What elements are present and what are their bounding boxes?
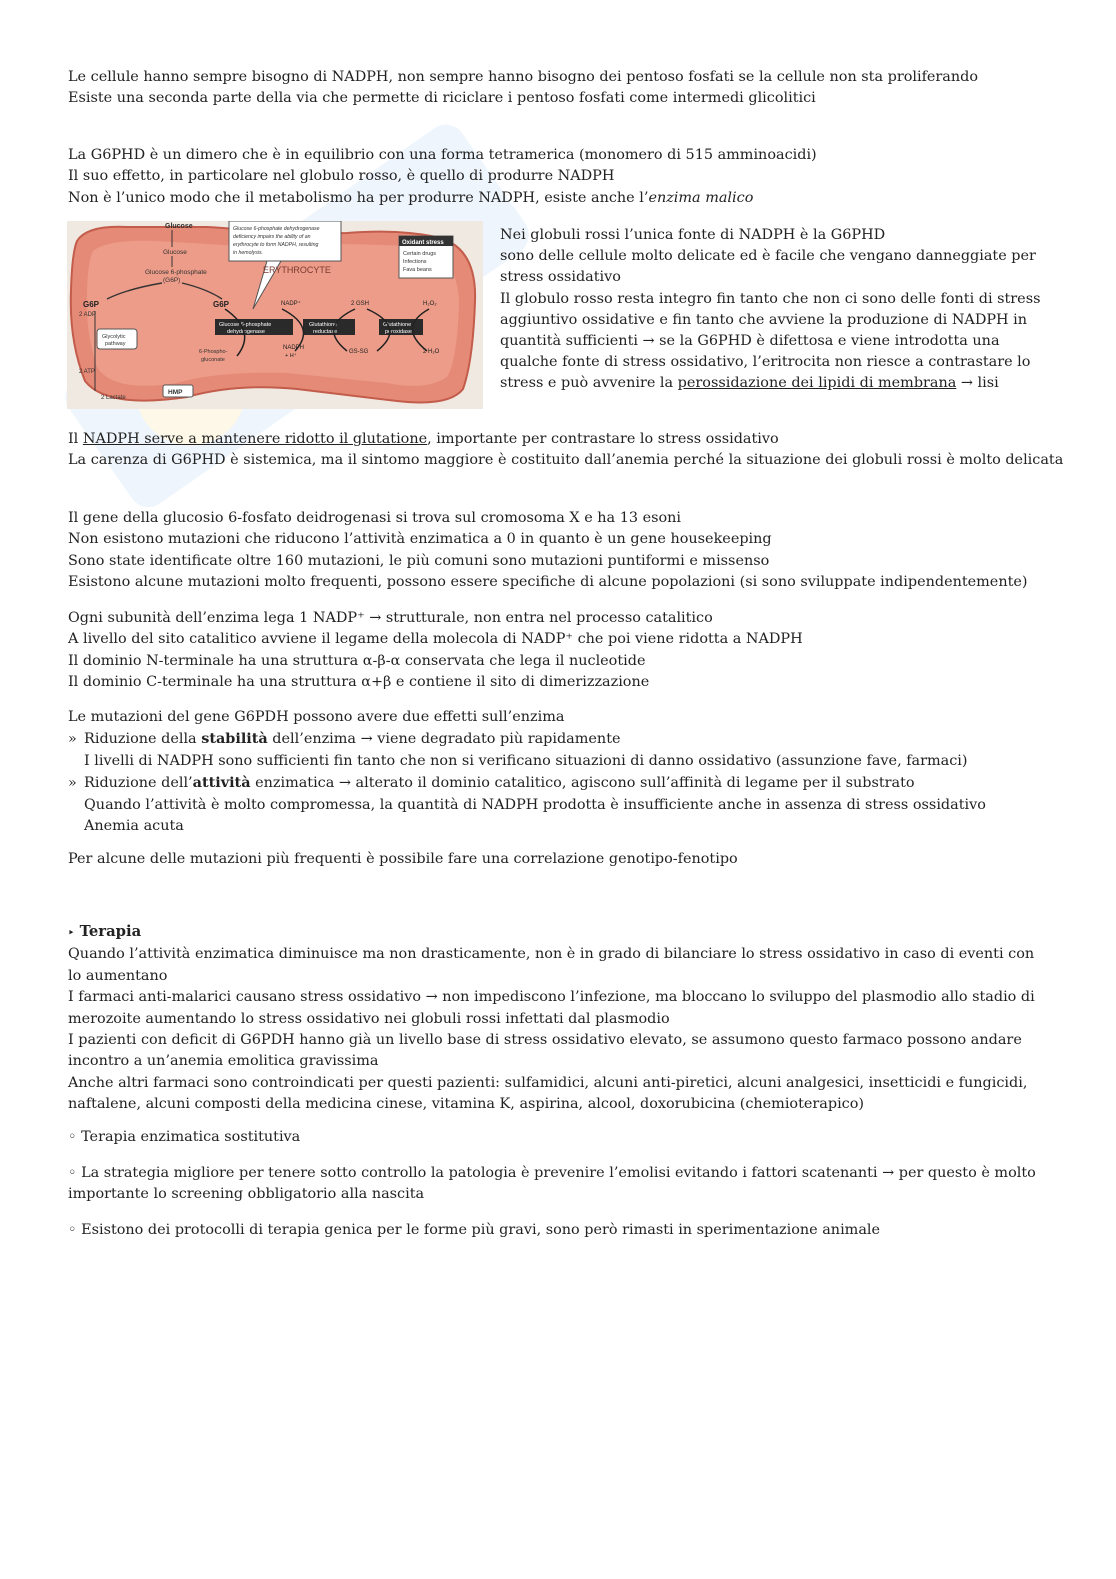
fig-g6p-abbr: (G6P) [163,277,181,284]
mutation-2-bold: attività [192,774,251,792]
mutation-1-bold: stabilità [201,730,268,748]
fig-g6p-full: Glucose 6-phosphate [145,269,207,276]
fig-callout-4: in hemolysis. [233,250,263,256]
terapia-heading [68,921,1038,944]
fig-hmp: HMP [168,389,183,396]
terapia-item-2 [68,1163,1038,1206]
mutation-1-pre: Riduzione della [84,731,202,748]
terapia-item-3-line [68,1220,1038,1241]
mutation-marker-2: » [68,775,77,792]
fig-callout-2: deficiency impairs the ability of an [233,234,311,240]
fig-h2o: 2 H₂O [423,349,440,355]
mutations-paragraph [68,707,1058,837]
side-line-1: Nei globuli rossi l’unica fonte di NADPH è la G6PHD [500,227,886,243]
fig-gr-1: Glutathione [309,322,338,328]
mutation-bullet-1 [68,728,1058,750]
fig-lactate: 2 Lactate [101,395,126,401]
fig-glucose-top: Glucose [165,223,193,230]
subunit-line-3: Il dominio N-terminale ha una struttura α-β-α conservata che lega il nucleotide [68,652,646,669]
fig-glycolytic-2: pathway [105,341,126,347]
mutation-2-sub-2: Anemia acuta [84,818,184,835]
terapia-section [68,921,1038,1116]
terapia-item-2-line [68,1163,1038,1206]
glut-underline: NADPH serve a mantenere ridotto il glutatione [82,431,428,447]
gene-paragraph [68,508,1058,594]
terapia-bullet-1: ◦ [68,1129,77,1145]
fig-callout-1: Glucose 6-phosphate dehydrogenase [233,226,320,232]
g6phd-paragraph [68,145,1058,209]
subunit-paragraph [68,608,1058,694]
side-paragraph [500,225,1045,395]
side-line-2: sono delle cellule molto delicate ed è facile che vengano danneggiate per stress ossidativo [500,248,1036,286]
fig-phospho-2: gluconate [201,357,225,363]
gene-line-1: Il gene della glucosio 6-fosfato deidrogenasi si trova sul cromosoma X e ha 13 esoni [68,510,682,526]
intro-paragraph [68,67,1058,110]
gene-line-3: Sono state identificate oltre 160 mutazioni, le più comuni sono mutazioni puntiformi e missenso [68,552,770,569]
mutation-marker-1: » [68,731,77,748]
glut-line-1-post: , importante per contrastare lo stress ossidativo [427,431,779,447]
g6phd-line-2: Il suo effetto, in particolare nel globulo rosso, è quello di produrre NADPH [68,168,615,185]
correlation-paragraph [68,849,1058,870]
fig-h2o2: H₂O₂ [423,301,437,307]
terapia-item-3 [68,1220,1038,1241]
glutathione-paragraph [68,429,1064,472]
fig-gp-2: peroxidase [385,329,412,335]
mutations-intro: Le mutazioni del gene G6PDH possono avere due effetti sull’enzima [68,709,565,725]
side-line-3 [500,289,1045,395]
mutation-bullet-2 [68,772,1058,794]
mutation-1-sub: I livelli di NADPH sono sufficienti fin tanto che non si verificano situazioni di danno ossidativo (assunzione fave, farmaci) [84,752,968,769]
subunit-line-4: Il dominio C-terminale ha una struttura α+β e contiene il sito di dimerizzazione [68,674,650,691]
fig-gsh: 2 GSH [351,301,370,307]
terapia-bullet-3: ◦ [68,1222,77,1238]
terapia-p1: Quando l’attività enzimatica diminuisce ma non drasticamente, non è in grado di bilanciare lo stress ossidativo in caso di eventi con lo aumentano [68,946,1035,984]
correlation-line: Per alcune delle mutazioni più frequenti è possibile fare una correlazione genotipo-fenotipo [68,851,738,867]
glut-line-1 [68,429,1058,450]
mutation-2-pre: Riduzione dell’ [84,775,193,792]
terapia-marker: ‣ [68,928,75,939]
intro-line-1: Le cellule hanno sempre bisogno di NADPH, non sempre hanno bisogno dei pentoso fosfati se la cellule non sta proliferando [68,69,979,85]
side-line-3-text: Il globulo rosso resta integro fin tanto che non ci sono delle fonti di stress aggiuntivo ossidative e fin tanto che avviene la produzione di NADPH in quantità sufficienti → se la G6PHD è difettosa e viene introdotta una qualche fonte di stress ossidativo, l’eritrocita non riesce a contrastare lo stress e può avvenire la [500,290,1041,392]
terapia-p3: I pazienti con deficit di G6PDH hanno già un livello base di stress ossidativo elevato, se assumono questo farmaco possono andare incontro a un’anemia emolitica gravissima [68,1032,1022,1070]
fig-erythrocyte-title: ERYTHROCYTE [263,265,331,275]
fig-nadph: NADPH [283,345,305,351]
terapia-heading-text: Terapia [79,923,142,940]
glut-line-2: La carenza di G6PHD è sistemica, ma il sintomo maggiore è costituito dall’anemia perché la situazione dei globuli rossi è molto delicata [68,452,1064,469]
fig-oxidant-title: Oxidant stress [402,240,444,246]
fig-g6pd-1: Glucose 6-phosphate [219,322,272,328]
enzima-malico: enzima malico [648,189,754,206]
fig-g6p-left: G6P [83,300,100,309]
fig-g6p-mid: G6P [213,300,230,309]
fig-nadp: NADP⁺ [281,301,301,307]
gene-line-4: Esistono alcune mutazioni molto frequenti, possono essere specifiche di alcune popolazioni (si sono sviluppate indipendentemente) [68,574,1028,591]
fig-oxidant-1: Certain drugs [403,251,437,257]
fig-adp: 2 ADP [79,312,97,318]
terapia-p2: I farmaci anti-malarici causano stress ossidativo → non impediscono l’infezione, ma bloccano lo sviluppo del plasmodio allo stadio di merozoite aumentando lo stress ossidativo nei globuli rossi infettati dal plasmodio [68,989,1035,1027]
terapia-item-3-text: Esistono dei protocolli di terapia genica per le forme più gravi, sono però rimasti in sperimentazione animale [81,1222,881,1238]
fig-oxidant-2: Infections [403,259,427,265]
terapia-item-1-text: Terapia enzimatica sostitutiva [81,1129,301,1145]
terapia-bullet-2: ◦ [68,1165,77,1181]
fig-glucose: Glucose [163,249,187,256]
mutation-1-post: dell’enzima → viene degradato più rapidamente [267,731,621,748]
g6phd-line-1: La G6PHD è un dimero che è in equilibrio con una forma tetramerica (monomero di 515 amminoacidi) [68,147,817,163]
fig-gssg: GS-SG [349,349,369,355]
terapia-item-1-line [68,1127,1038,1148]
mutation-2-post: enzimatica → alterato il dominio catalitico, agiscono sull’affinità di legame per il substrato [250,775,915,792]
terapia-item-1 [68,1127,1038,1148]
g6phd-line-3-text: Non è l’unico modo che il metabolismo ha per produrre NADPH, esiste anche l’ [68,189,649,206]
gene-line-2: Non esistono mutazioni che riducono l’attività enzimatica a 0 in quanto è un gene housekeeping [68,531,772,548]
side-underline: perossidazione dei lipidi di membrana [677,375,957,392]
g6phd-line-3 [68,188,1058,209]
fig-atp: 2 ATP [79,369,95,375]
fig-gp-1: Glutathione [383,322,412,328]
subunit-line-2: A livello del sito catalitico avviene il legame della molecola di NADP⁺ che poi viene ridotta a NADPH [68,631,803,648]
erythrocyte-diagram [67,221,483,409]
terapia-p4: Anche altri farmaci sono controindicati per questi pazienti: sulfamidici, alcuni anti-piretici, alcuni analgesici, insetticidi e fungicidi, naftalene, alcuni composti della medicina cinese, vitamina K, aspirina, alcool, doxorubicina (chemioterapico) [68,1074,1028,1113]
fig-hplus: + H⁺ [285,353,297,359]
side-line-3-end: → lisi [956,375,999,392]
fig-callout-3: erythrocyte to form NADPH, resulting [233,242,319,248]
subunit-line-1: Ogni subunità dell’enzima lega 1 NADP⁺ → strutturale, non entra nel processo catalitico [68,610,713,626]
fig-oxidant-3: Fava beans [403,267,432,273]
fig-gr-2: reductase [313,329,338,335]
terapia-item-2-text: La strategia migliore per tenere sotto controllo la patologia è prevenire l’emolisi evitando i fattori scatenanti → per questo è molto importante lo screening obbligatorio alla nascita [68,1165,1036,1203]
glut-line-1-pre: Il [68,431,83,447]
fig-g6pd-2: dehydrogenase [227,329,265,335]
intro-line-2: Esiste una seconda parte della via che permette di riciclare i pentoso fosfati come intermedi glicolitici [68,90,816,107]
fig-glycolytic-1: Glycolytic [102,334,126,340]
mutation-2-sub-1: Quando l’attività è molto compromessa, la quantità di NADPH prodotta è insufficiente anche in assenza di stress ossidativo [84,796,986,813]
fig-phospho-1: 6-Phospho- [199,349,228,355]
